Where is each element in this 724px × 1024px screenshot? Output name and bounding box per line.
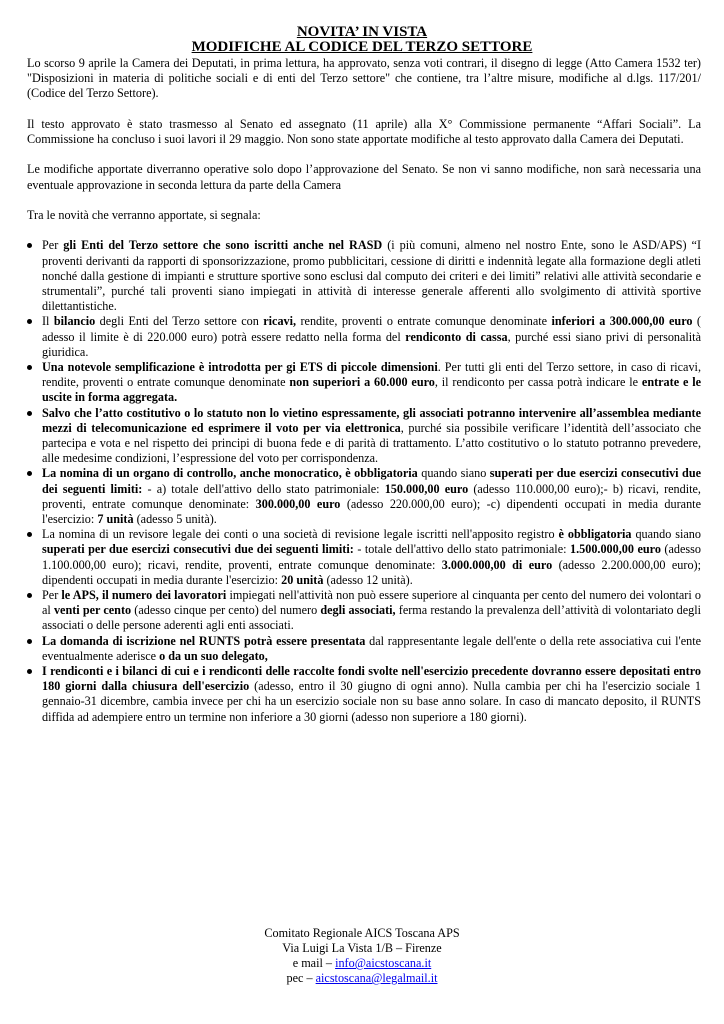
pec-link[interactable]: aicstoscana@legalmail.it [315,971,438,985]
bold-text: superati per due esercizi consecutivi due dei seguenti limiti: [42,542,354,557]
bullet-icon [27,243,32,248]
footer-organization: Comitato Regionale AICS Toscana APS [264,926,460,940]
footer [0,926,724,986]
novelties-list [27,238,701,725]
bold-text: 7 unità [97,512,134,527]
bold-text: degli associati, [320,603,396,618]
text: (adesso 2.200.000,00 euro); dipendenti occupati in media durante l'esercizio: [42,557,701,587]
bullet-icon [27,593,32,598]
bold-text: venti per cento [53,603,132,618]
list-item [27,664,701,725]
bold-text: 300.000,00 euro [255,496,341,511]
bullet-icon [27,411,32,416]
text: impiegati nell'attività non può essere superiore al cinquanta per cento del numero dei volontari o al [42,588,701,618]
title-block [0,25,724,55]
text: (adesso 12 unità). [323,572,413,587]
list-item [27,634,701,664]
footer-email-label: e mail – [292,956,336,970]
bold-text: o da un suo delegato, [159,648,268,663]
bold-text: La domanda di iscrizione nel RUNTS potrà essere presentata [42,633,366,648]
text: . Per tutti gli enti del Terzo settore, in caso di ricavi, rendite, proventi o entrate comunque denominate [42,360,701,390]
list-item [27,527,701,588]
text: Per [42,238,64,253]
footer-address: Via Luigi La Vista 1/B – Firenze [282,941,442,955]
text: dal rappresentante legale dell'ente o della rete associativa cui l'ente eventualmente aderisce [42,633,701,663]
text: ferma restando la prevalenza dell’attività di volontariato degli associati o delle persone aderenti agli enti associati. [42,603,702,633]
list-item [27,238,701,314]
intro-paragraph: Lo scorso 9 aprile la Camera dei Deputati, in prima lettura, ha approvato, senza voti contrari, il disegno di legge (Atto Camera 1532 ter) "Disposizioni in materia di politiche sociali e di enti del Terzo settore" che contiene, tra l’altre misure, modifiche al d.lgs. 117/201/ (Codice del Terzo Settore). [27,56,701,101]
bold-text: rendiconto di cassa [405,329,508,344]
list-item [27,314,701,360]
text: quando siano [631,527,701,542]
text: (adesso 220.000,00 euro); -c) dipendenti occupati in media durante l'esercizio: [42,496,701,527]
bold-text: 150.000,00 euro [384,481,469,496]
text: (i più comuni, almeno nel nostro Ente, sono le ASD/APS) “I proventi derivanti da rapporti di sponsorizzazione, promo pubblicitari, cessione di diritti e indennità legate alla formazione degli atleti nonché dalla gestione di impianti e strutture sportive sono esclusi dal computo dei criteri e dei limiti” relativi alle attività secondarie e strumentali”, purché tali proventi siano impiegati in attività di interesse generale afferenti allo svolgimento di attività sportive dilettantistiche. [42,238,702,314]
text: rendite, proventi o entrate comunque denominate [296,314,552,329]
senate-paragraph: Il testo approvato è stato trasmesso al Senato ed assegnato (11 aprile) alla X° Commissione permanente “Affari Sociali”. La Commissione ha concluso i suoi lavori il 29 maggio. Non sono state apportate modifiche al testo approvato dalla Camera dei Deputati. [27,116,701,146]
bold-text: Una notevole semplificazione è introdotta per gi ETS di piccole dimensioni [42,360,438,374]
bold-text: 20 unità [281,572,324,587]
email-link[interactable]: info@aicstoscana.it [335,956,432,970]
document-body [27,56,701,725]
list-item [27,466,701,527]
bold-text: La nomina di un organo di controllo, anche monocratico, è obbligatoria [42,466,418,481]
bold-text: bilancio [53,314,96,329]
bold-text: ricavi, [263,314,297,329]
bold-text: inferiori a 300.000,00 euro [551,314,693,329]
bold-text: è obbligatoria [558,527,632,542]
footer-pec-line [0,971,724,986]
text: degli Enti del Terzo settore con [95,314,264,329]
text: Il [42,314,54,329]
text: - totale dell'attivo dello stato patrimoniale: [353,542,570,557]
bold-text: 3.000.000,00 di euro [441,557,553,572]
document-subtitle: MODIFICHE AL CODICE DEL TERZO SETTORE [191,39,533,55]
list-item [27,588,701,634]
text: (adesso, entro il 30 giugno di ogni anno). Nulla cambia per chi ha l'esercizio sociale 1 gennaio-31 dicembre, cambia invece per chi ha un esercizio sociale non su base anno solare. In caso di mancato deposito, il RUNTS diffida ad adempiere entro un termine non inferiore a 30 giorni (adesso non superiore a 180 giorni). [42,679,701,724]
approval-paragraph: Le modifiche apportate diverranno operative solo dopo l’approvazione del Senato. Se non vi sanno modifiche, non sarà necessaria una eventuale approvazione in seconda lettura da parte della Camera [27,162,701,192]
bullet-icon [27,471,32,476]
text: , purché essi siano privi di personalità giuridica. [42,329,701,359]
bold-text: I rendiconti e i bilanci di cui e i rendiconti delle raccolte fondi svolte nell'esercizio precedente dovranno essere depositati entro 180 giorni dalla chiusura dell'esercizio [42,664,701,694]
text: , il rendiconto per cassa potrà indicare le [434,375,642,390]
bullet-icon [27,669,32,674]
bullet-icon [27,365,32,370]
text: (adesso cinque per cento) del numero [131,603,321,618]
bullet-icon [27,639,32,644]
text: quando siano [417,466,490,481]
footer-pec-label: pec – [286,971,316,985]
bullet-icon [27,532,32,537]
list-intro: Tra le novità che verranno apportate, si segnala: [27,207,261,222]
bold-text: entrate e le uscite in forma aggregata. [42,375,702,405]
text: , purché sia possibile verificare l’identità dell’associato che partecipa e vota e nel rispetto dei principi di buona fede e di parità di trattamento. L’atto costitutivo o lo statuto potranno prevedere, alle medesime condizioni, l’espressione del voto per corrispondenza. [42,420,701,466]
text: (adesso 110.000,00 euro);- b) ricavi, rendite, proventi, entrate comunque denominate: [42,481,701,511]
footer-email-line [0,956,724,971]
bold-text: le APS, il numero dei lavoratori [61,588,227,603]
bold-text: Salvo che l’atto costitutivo o lo statuto non lo vietino espressamente, gli associati potranno intervenire all’assemblea mediante mezzi di telecomunicazione ed esprimere il voto per via elettronica [42,405,701,435]
bold-text: 1.500.000,00 euro [569,542,661,557]
text: ( adesso il limite è di 220.000 euro) potrà essere redatto nella forma del [42,314,701,344]
bullet-icon [27,319,32,324]
list-item [27,360,701,406]
bold-text: superati per due esercizi consecutivi due dei seguenti limiti: [42,466,702,496]
text: La nomina di un revisore legale dei conti o una società di revisione legale iscritti nell'apposito registro [42,527,559,542]
document-title: NOVITA’ IN VISTA [296,24,428,40]
list-item [27,406,701,467]
bold-text: gli Enti del Terzo settore che sono iscritti anche nel RASD [63,238,383,253]
text: Per [42,588,62,603]
text: - a) totale dell'attivo dello stato patrimoniale: [142,481,385,496]
bold-text: non superiori a 60.000 euro [289,375,435,390]
text: (adesso 1.100.000,00 euro); ricavi, rendite, proventi, entrate comunque denominate: [42,542,701,572]
text: (adesso 5 unità). [133,512,217,527]
